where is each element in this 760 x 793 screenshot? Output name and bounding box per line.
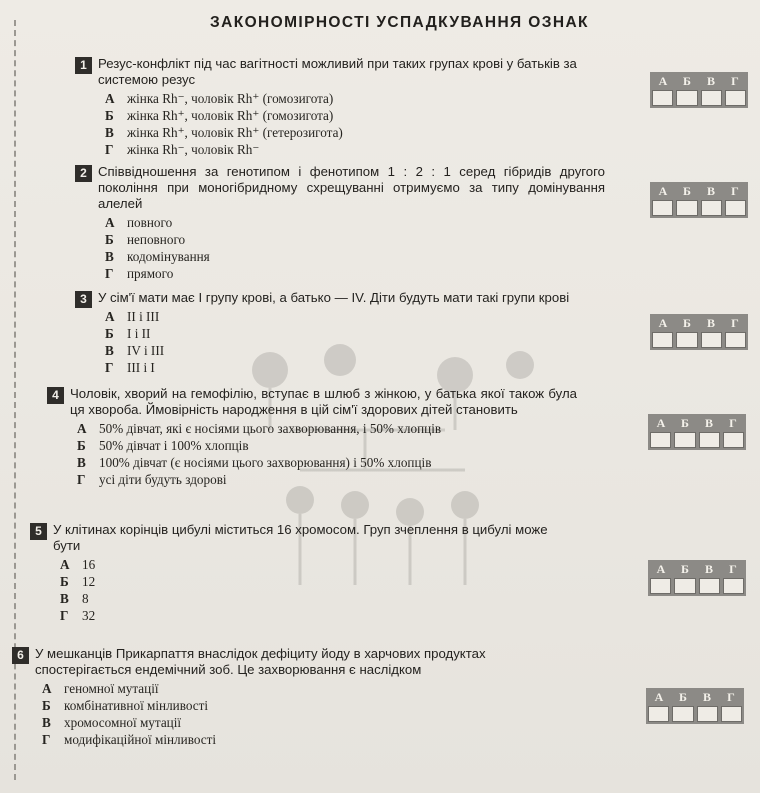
answer-cell-b[interactable] bbox=[672, 706, 693, 722]
answer-cell-g[interactable] bbox=[725, 332, 746, 348]
question-6 bbox=[12, 646, 582, 748]
answer-cell-b[interactable] bbox=[676, 332, 697, 348]
page-title: ЗАКОНОМІРНОСТІ УСПАДКУВАННЯ ОЗНАК bbox=[210, 14, 589, 31]
question-1 bbox=[75, 56, 620, 158]
answer-grid-4: А Б В Г bbox=[648, 414, 746, 450]
question-number: 5 bbox=[30, 523, 47, 540]
option-a: А 50% дівчат, які є носіями цього захворювання, і 50% хлопців bbox=[77, 421, 442, 436]
answer-cell-v[interactable] bbox=[701, 200, 722, 216]
question-number: 4 bbox=[47, 387, 64, 404]
answer-cell-g[interactable] bbox=[721, 706, 742, 722]
question-4 bbox=[47, 386, 577, 488]
answer-cell-a[interactable] bbox=[650, 578, 671, 594]
option-v: В 8 bbox=[60, 591, 89, 606]
option-v: В хромосомної мутації bbox=[42, 715, 182, 730]
option-a: А повного bbox=[105, 215, 173, 230]
option-b: Б 12 bbox=[60, 574, 96, 589]
answer-cell-v[interactable] bbox=[699, 578, 720, 594]
question-text: У мешканців Прикарпаття внаслідок дефіциту йоду в харчових продуктах спостерігається ендемічний зоб. Це захворювання є наслідком bbox=[35, 646, 486, 677]
option-v: В кодомінування bbox=[105, 249, 210, 264]
question-text: Чоловік, хворий на гемофілію, вступає в шлюб з жінкою, у батька якої також була ця хвороба. Ймовірність народження в цій сім'ї здорових дітей становить bbox=[70, 386, 577, 417]
answer-cell-b[interactable] bbox=[674, 432, 695, 448]
answer-cell-a[interactable] bbox=[652, 200, 673, 216]
answer-grid-5: А Б В Г bbox=[648, 560, 746, 596]
answer-cell-a[interactable] bbox=[652, 90, 673, 106]
option-a: А 16 bbox=[60, 557, 96, 572]
answer-cell-v[interactable] bbox=[699, 432, 720, 448]
option-v: В IV і III bbox=[105, 343, 165, 358]
option-v: В 100% дівчат (є носіями цього захворювання) і 50% хлопців bbox=[77, 455, 432, 470]
answer-cell-v[interactable] bbox=[697, 706, 718, 722]
answer-cell-b[interactable] bbox=[676, 200, 697, 216]
answer-cell-g[interactable] bbox=[725, 90, 746, 106]
question-text: У сім'ї мати має І групу крові, а батько — IV. Діти будуть мати такі групи крові bbox=[98, 290, 570, 305]
answer-cell-a[interactable] bbox=[650, 432, 671, 448]
option-g: Г 32 bbox=[60, 608, 96, 623]
answer-cell-a[interactable] bbox=[648, 706, 669, 722]
option-g: Г прямого bbox=[105, 266, 174, 281]
question-text: Співвідношення за генотипом і фенотипом 1 : 2 : 1 серед гібридів другого покоління при моногібридному схрещуванні отримуємо за типу домінування алелей bbox=[98, 164, 605, 211]
option-a: А геномної мутації bbox=[42, 681, 159, 696]
answer-cell-v[interactable] bbox=[701, 90, 722, 106]
question-number: 2 bbox=[75, 165, 92, 182]
question-2 bbox=[75, 164, 605, 282]
option-g: Г III і I bbox=[105, 360, 155, 375]
question-text: У клітинах корінців цибулі міститься 16 хромосом. Груп зчеплення в цибулі може бути bbox=[53, 522, 548, 553]
question-number: 1 bbox=[75, 57, 92, 74]
option-b: Б I і II bbox=[105, 326, 151, 341]
question-number: 6 bbox=[12, 647, 29, 664]
answer-cell-g[interactable] bbox=[723, 578, 744, 594]
option-a: А жінка Rh⁻, чоловік Rh⁺ (гомозигота) bbox=[105, 91, 334, 106]
answer-cell-g[interactable] bbox=[725, 200, 746, 216]
option-b: Б комбінативної мінливості bbox=[42, 698, 209, 713]
option-b: Б неповного bbox=[105, 232, 186, 247]
option-v: В жінка Rh⁺, чоловік Rh⁺ (гетерозигота) bbox=[105, 125, 343, 140]
answer-grid-1: А Б В Г bbox=[650, 72, 748, 108]
option-b: Б 50% дівчат і 100% хлопців bbox=[77, 438, 249, 453]
question-text: Резус-конфлікт під час вагітності можливий при таких групах крові у батьків за системою резус bbox=[98, 56, 577, 87]
answer-cell-v[interactable] bbox=[701, 332, 722, 348]
option-a: А II і III bbox=[105, 309, 160, 324]
answer-cell-g[interactable] bbox=[723, 432, 744, 448]
answer-cell-b[interactable] bbox=[674, 578, 695, 594]
answer-cell-a[interactable] bbox=[652, 332, 673, 348]
answer-grid-2: А Б В Г bbox=[650, 182, 748, 218]
answer-grid-3: А Б В Г bbox=[650, 314, 748, 350]
question-5 bbox=[30, 522, 575, 624]
option-b: Б жінка Rh⁺, чоловік Rh⁺ (гомозигота) bbox=[105, 108, 334, 123]
answer-cell-b[interactable] bbox=[676, 90, 697, 106]
question-3 bbox=[75, 290, 635, 376]
option-g: Г жінка Rh⁻, чоловік Rh⁻ bbox=[105, 142, 260, 157]
option-g: Г усі діти будуть здорові bbox=[77, 472, 227, 487]
answer-grid-6: А Б В Г bbox=[646, 688, 744, 724]
option-g: Г модифікаційної мінливості bbox=[42, 732, 217, 747]
question-number: 3 bbox=[75, 291, 92, 308]
